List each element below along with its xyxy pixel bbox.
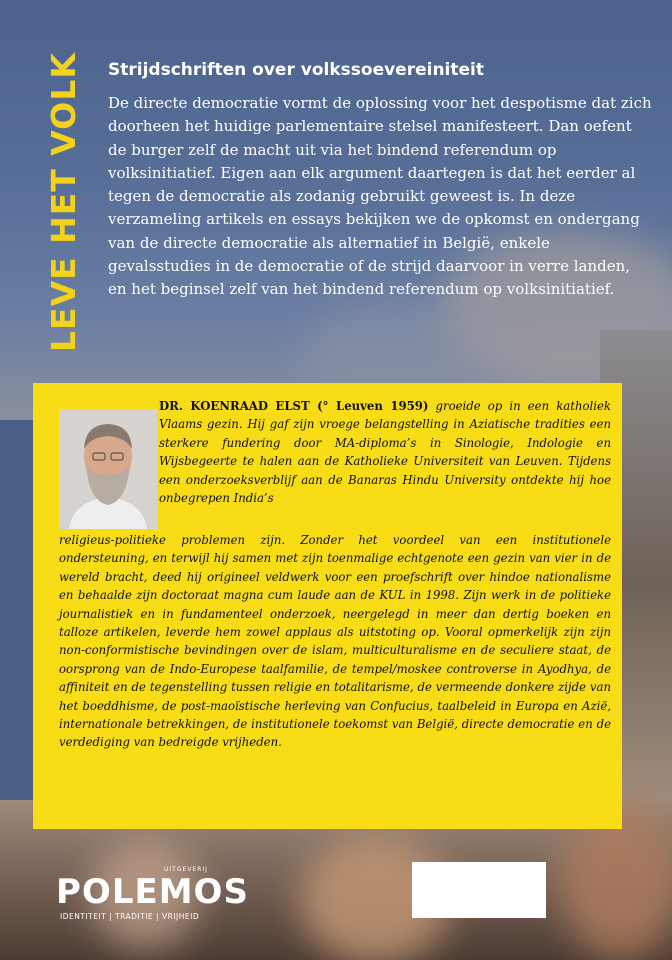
publisher-logo [56,866,249,926]
series-title: LEVE HET VOLK [44,52,83,352]
author-bio-text: groeide op in een katholiek Vlaams gezin. Hij gaf zijn vroege belangstelling in Aziatische tradities een sterkere fundering door MA-diploma’s in Sinologie, Indologie en Wijsbegeerte te halen aan de Katholieke Universiteit van Leuven. Tijdens een onderzoeksverblijf aan de Banaras Hindu University ontdekte hij hoe onbegrepen India’s [159,399,611,506]
publisher-label: UITGEVERIJ [164,866,208,873]
author-photo [59,409,157,529]
book-subtitle: Strijdschriften over volkssoevereiniteit [108,60,484,80]
publisher-name: POLEMOS [56,872,249,912]
barcode-area [412,862,546,918]
author-bio-panel [33,383,622,829]
publisher-tagline: IDENTITEIT | TRADITIE | VRIJHEID [60,912,200,921]
author-bio-intro [159,397,611,507]
book-description: De directe democratie vormt de oplossing voor het despotisme dat zich doorheen het huidige parlementaire stelsel manifesteert. Dan oefent de burger zelf de macht uit via het bindend referendum op volksinitiatief. Eigen aan elk argument daartegen is dat het eerder al tegen de democratie als zodanig gebruikt geweest is. In deze verzameling artikels en essays bekijken we de opkomst en ondergang van de directe democratie als alternatief in België, enkele gevalsstudies in de democratie of de strijd daarvoor in verre landen, en het beginsel zelf van het bindend referendum op volksinitiatief. [108,94,652,299]
author-bio-continued: religieus-politieke problemen zijn. Zonder het voordeel van een institutionele ondersteuning, en terwijl hij samen met zijn toenmalige echtgenote een gezin van vier in de wereld bracht, deed hij origineel veldwerk voor een proefschrift over hindoe nationalisme en behaalde zijn doctoraat magna cum laude aan de KUL in 1998. Zijn werk in de politieke journalistiek en in fundamenteel onderzoek, neergelegd in meer dan dertig boeken en talloze artikelen, leverde hem zowel applaus als uitstoting op. Vooral opmerkelijk zijn zijn non-conformistische bevindingen over de islam, multiculturalisme en de seculiere staat, de oorsprong van de Indo-Europese taalfamilie, de tempel/moskee controverse in Ayodhya, de affiniteit en de tegenstelling tussen religie en totalitarisme, de vermeende donkere zijde van het boeddhisme, de post-maoïstische herleving van Confucius, taalbeleid in Europa en Azië, internationale betrekkingen, de institutionele toekomst van België, directe democratie en de verdediging van bedreigde vrijheden. [59,533,611,750]
author-portrait-icon [59,409,157,529]
author-name: DR. KOENRAAD ELST (° Leuven 1959) [159,399,429,413]
